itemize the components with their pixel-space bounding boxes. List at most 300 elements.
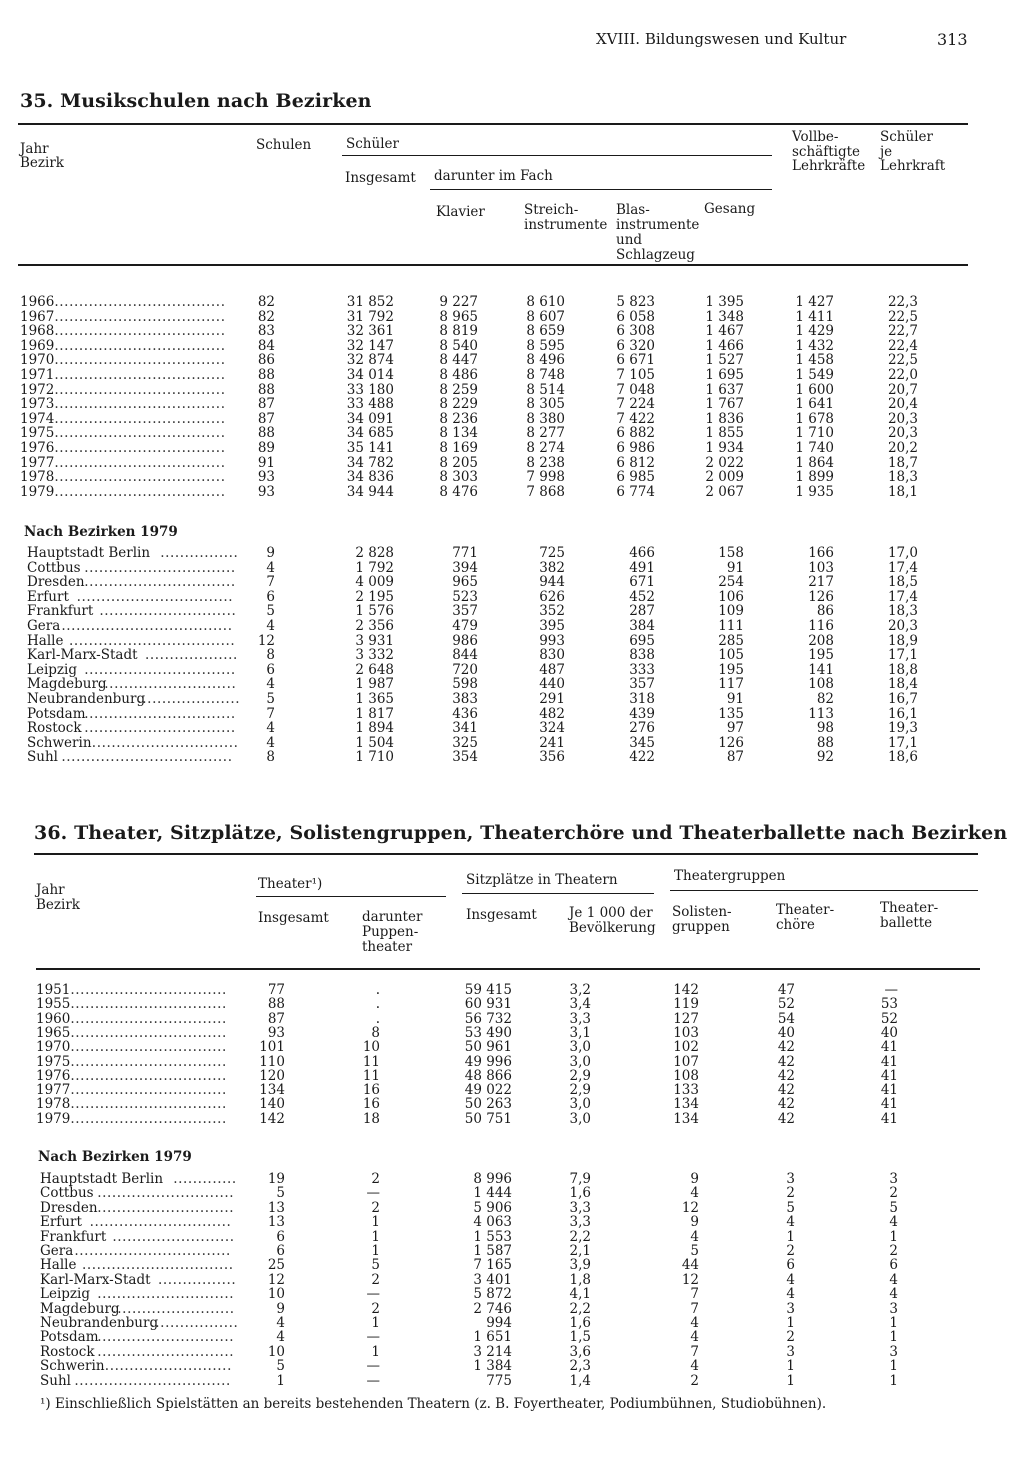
cell-theater-insgesamt: 13 [267,1199,285,1216]
cell-theaterchoere: 2 [786,1329,795,1346]
col-schulen: Schulen [256,137,312,153]
cell-sitzplaetze: 775 [486,1372,512,1389]
cell-insgesamt: 35 141 [346,440,394,456]
cell-puppentheater: 2 [371,1199,380,1216]
cell-puppentheater: 2 [371,1300,380,1317]
cell-puppentheater: — [366,1286,380,1303]
row-label: Hauptstadt Berlin [40,1171,164,1187]
cell-schueler-je-lehrkraft: 17,0 [887,545,918,561]
row-label: 1976 [36,1067,71,1084]
cell-klavier: 8 229 [439,396,478,413]
col-theater: Theater¹) [258,876,323,892]
cell-schulen: 91 [257,454,275,471]
cell-puppentheater: 8 [371,1024,380,1041]
table-row [0,1302,1024,1317]
table-row [0,1112,1024,1127]
row-label: Karl-Marx-Stadt [40,1271,151,1288]
cell-klavier: 394 [452,559,478,576]
row-label: 1955 [36,996,71,1013]
schueler-rule [342,155,772,156]
cell-schueler-je-lehrkraft: 18,5 [887,574,918,591]
cell-schulen: 82 [257,308,275,325]
cell-solistengruppen: 12 [681,1271,699,1288]
cell-puppentheater: 1 [371,1228,380,1245]
cell-je-1000: 2,3 [569,1358,591,1375]
cell-insgesamt: 34 782 [346,454,394,471]
cell-gesang: 1 855 [705,425,744,442]
table-35-top-rule [18,123,968,125]
cell-schulen: 4 [266,676,275,693]
table-row [0,1287,1024,1302]
cell-schulen: 4 [266,618,275,634]
cell-schulen: 6 [266,661,275,678]
leader-dots: ............................ [97,1343,235,1360]
cell-klavier: 8 486 [439,367,478,383]
col-insgesamt: Insgesamt [258,910,329,926]
row-label: 1968 [20,323,55,340]
cell-sitzplaetze: 50 751 [464,1110,512,1127]
leader-dots: ............................... [84,574,236,591]
cell-lehrkraefte: 92 [816,749,834,766]
table-row [0,997,1024,1012]
cell-schueler-je-lehrkraft: 20,4 [887,396,918,413]
cell-schueler-je-lehrkraft: 20,7 [887,381,918,398]
leader-dots: ................................... [61,618,233,634]
row-label: 1978 [36,1096,71,1113]
leader-dots: ................................... [54,396,226,413]
cell-gesang: 1 466 [705,337,744,354]
col-solisten-1: Solisten- [672,904,732,920]
cell-schueler-je-lehrkraft: 17,1 [887,734,918,751]
table-row [0,295,1024,310]
cell-solistengruppen: 142 [673,982,699,998]
cell-schueler-je-lehrkraft: 20,3 [887,618,918,634]
cell-blas: 333 [629,661,655,678]
leader-dots: ................................ [70,1024,227,1041]
cell-je-1000: 2,9 [569,1067,591,1084]
cell-gesang: 106 [718,588,744,605]
table-row [0,1273,1024,1288]
cell-solistengruppen: 107 [673,1053,699,1070]
cell-lehrkraefte: 1 864 [795,454,834,471]
table-row [0,324,1024,339]
cell-lehrkraefte: 217 [808,574,834,591]
row-label: 1976 [20,440,55,456]
row-label: 1951 [36,982,71,998]
cell-je-1000: 4,1 [569,1286,591,1303]
leader-dots: ................................ [74,1243,231,1259]
cell-theaterballette: — [884,982,898,998]
col-blas-3: und [616,232,643,248]
cell-klavier: 965 [452,574,478,591]
col-blas-4: Schlagzeug [616,247,695,263]
cell-lehrkraefte: 1 429 [795,323,834,340]
cell-gesang: 195 [718,661,744,678]
cell-theater-insgesamt: 10 [267,1286,285,1303]
cell-blas: 452 [629,588,655,605]
leader-dots: ................................... [54,337,226,354]
cell-schulen: 6 [266,588,275,605]
col-choere-1: Theater- [776,902,835,918]
cell-insgesamt: 2 828 [355,545,394,561]
cell-klavier: 354 [452,749,478,766]
cell-solistengruppen: 4 [690,1315,699,1331]
row-label: Erfurt [27,588,69,605]
cell-je-1000: 3,3 [569,1199,591,1216]
cell-gesang: 158 [718,545,744,561]
leader-dots: ............................... [84,661,236,678]
table-row [0,339,1024,354]
cell-insgesamt: 1 576 [355,603,394,620]
leader-dots: ................................... [54,425,226,442]
leader-dots: ................................ [70,1039,227,1056]
col-solisten-2: gruppen [672,919,730,935]
cell-solistengruppen: 103 [673,1024,699,1041]
cell-streich: 725 [539,545,565,561]
cell-je-1000: 1,6 [569,1185,591,1202]
cell-lehrkraefte: 1 411 [795,308,834,325]
cell-solistengruppen: 9 [690,1214,699,1231]
table-row [0,677,1024,692]
row-label: Frankfurt [40,1228,107,1245]
cell-klavier: 844 [452,647,478,664]
cell-insgesamt: 2 195 [355,588,394,605]
table-35-section-label: Nach Bezirken 1979 [24,524,178,540]
row-label: Rostock [27,720,82,737]
sitz-rule [462,893,654,894]
cell-theaterballette: 41 [880,1039,898,1056]
cell-schulen: 8 [266,647,275,664]
table-row [0,1230,1024,1245]
cell-theater-insgesamt: 4 [276,1315,285,1331]
cell-insgesamt: 31 852 [346,294,394,310]
cell-gesang: 91 [726,559,744,576]
cell-blas: 6 986 [616,440,655,456]
cell-insgesamt: 31 792 [346,308,394,325]
table-row [0,1359,1024,1374]
cell-je-1000: 3,3 [569,1010,591,1027]
cell-blas: 422 [629,749,655,766]
cell-puppentheater: 11 [362,1067,380,1084]
cell-blas: 287 [629,603,655,620]
leader-dots: ................ [158,1271,237,1288]
cell-theater-insgesamt: 12 [267,1271,285,1288]
cell-solistengruppen: 108 [673,1067,699,1084]
table-row [0,1244,1024,1259]
cell-insgesamt: 34 685 [346,425,394,442]
cell-lehrkraefte: 1 549 [795,367,834,383]
cell-insgesamt: 33 488 [346,396,394,413]
cell-je-1000: 3,2 [569,982,591,998]
cell-schulen: 86 [257,352,275,369]
cell-je-1000: 2,2 [569,1300,591,1317]
cell-gesang: 1 467 [705,323,744,340]
cell-theater-insgesamt: 4 [276,1329,285,1346]
leader-dots: ......................... [112,1228,235,1245]
cell-sitzplaetze: 4 063 [473,1214,512,1231]
cell-theaterballette: 52 [880,1010,898,1027]
cell-theaterchoere: 2 [786,1243,795,1259]
cell-theater-insgesamt: 87 [267,1010,285,1027]
leader-dots: ................................... [54,352,226,369]
cell-blas: 7 422 [616,410,655,427]
cell-blas: 6 671 [616,352,655,369]
row-label: 1970 [36,1039,71,1056]
table-row [0,692,1024,707]
cell-gesang: 1 934 [705,440,744,456]
table-36-top-rule [34,853,978,855]
cell-blas: 6 882 [616,425,655,442]
cell-theaterchoere: 52 [777,996,795,1013]
cell-klavier: 8 965 [439,308,478,325]
col-jahr: Jahr [20,141,49,157]
table-row [0,1097,1024,1112]
cell-streich: 830 [539,647,565,664]
cell-lehrkraefte: 1 641 [795,396,834,413]
cell-streich: 8 595 [526,337,565,354]
cell-gesang: 87 [726,749,744,766]
cell-sitzplaetze: 60 931 [464,996,512,1013]
leader-dots: ................................... [54,381,226,398]
cell-insgesamt: 3 931 [355,632,394,649]
cell-streich: 8 659 [526,323,565,340]
cell-lehrkraefte: 195 [808,647,834,664]
cell-streich: 382 [539,559,565,576]
table-row [0,383,1024,398]
cell-schueler-je-lehrkraft: 22,4 [887,337,918,354]
cell-gesang: 111 [718,618,744,634]
row-label: Dresden [40,1199,98,1216]
row-label: Schwerin [40,1358,105,1375]
cell-gesang: 2 067 [705,483,744,500]
cell-theaterballette: 2 [889,1185,898,1202]
cell-schulen: 93 [257,483,275,500]
cell-insgesamt: 32 361 [346,323,394,340]
leader-dots: .................. [150,1315,239,1331]
cell-schueler-je-lehrkraft: 20,3 [887,410,918,427]
row-label: Halle [40,1257,77,1274]
cell-gesang: 2 022 [705,454,744,471]
row-label: 1975 [20,425,55,442]
cell-lehrkraefte: 1 935 [795,483,834,500]
leader-dots: ................................ [70,1110,227,1127]
table-row [0,750,1024,765]
leader-dots: ............................ [97,1199,235,1216]
cell-insgesamt: 2 648 [355,661,394,678]
leader-dots: ................................... [54,308,226,325]
cell-insgesamt: 1 987 [355,676,394,693]
cell-streich: 626 [539,588,565,605]
cell-theaterballette: 41 [880,1082,898,1099]
col-bezirk: Bezirk [36,897,80,913]
table-row [0,604,1024,619]
leader-dots: ............................. [89,1214,232,1231]
row-label: Cottbus [40,1185,94,1202]
cell-theater-insgesamt: 142 [259,1110,285,1127]
cell-schulen: 7 [266,705,275,722]
cell-solistengruppen: 127 [673,1010,699,1027]
cell-klavier: 383 [452,691,478,707]
cell-schulen: 87 [257,410,275,427]
row-label: 1960 [36,1010,71,1027]
cell-theaterchoere: 42 [777,1082,795,1099]
cell-puppentheater: . [375,982,380,998]
col-vollbe-3: Lehrkräfte [792,158,866,174]
cell-lehrkraefte: 113 [808,705,834,722]
cell-theaterballette: 40 [880,1024,898,1041]
cell-puppentheater: 11 [362,1053,380,1070]
cell-blas: 276 [629,720,655,737]
cell-theaterchoere: 47 [777,982,795,998]
cell-blas: 6 058 [616,308,655,325]
table-35-title: 35. Musikschulen nach Bezirken [20,90,372,112]
row-label: Magdeburg [27,676,107,693]
row-label: Potsdam [27,705,86,722]
cell-gesang: 97 [726,720,744,737]
col-ballette-1: Theater- [880,900,939,916]
cell-blas: 318 [629,691,655,707]
cell-theater-insgesamt: 120 [259,1067,285,1084]
leader-dots: ............................... [82,1257,234,1274]
table-36-header-rule [36,968,980,970]
leader-dots: ................................ [70,1010,227,1027]
cell-puppentheater: — [366,1329,380,1346]
table-row [0,561,1024,576]
col-darunter: darunter im Fach [434,168,553,184]
row-label: Leipzig [40,1286,90,1303]
table-row [0,353,1024,368]
table-row [0,546,1024,561]
table-row [0,1215,1024,1230]
cell-streich: 8 496 [526,352,565,369]
col-schueler: Schüler [346,136,399,152]
cell-theaterballette: 4 [889,1286,898,1303]
cell-streich: 7 998 [526,469,565,486]
cell-streich: 993 [539,632,565,649]
col-sitzplaetze: Sitzplätze in Theatern [466,872,618,888]
cell-puppentheater: 16 [362,1096,380,1113]
col-klavier: Klavier [436,204,485,220]
row-label: Suhl [40,1372,71,1389]
row-label: 1979 [20,483,55,500]
cell-theaterballette: 41 [880,1096,898,1113]
cell-je-1000: 3,1 [569,1024,591,1041]
cell-gesang: 254 [718,574,744,591]
cell-schulen: 83 [257,323,275,340]
cell-schueler-je-lehrkraft: 18,3 [887,469,918,486]
leader-dots: ................................ [70,982,227,998]
cell-sitzplaetze: 48 866 [464,1067,512,1084]
footnote: ¹) Einschließlich Spielstätten an bereits bestehenden Theatern (z. B. Foyertheater, Podiumbühnen, Studiobühnen). [40,1396,827,1412]
col-je-1000-1: Je 1 000 der [569,905,653,921]
row-label: 1973 [20,396,55,413]
cell-insgesamt: 1 792 [355,559,394,576]
cell-insgesamt: 32 147 [346,337,394,354]
cell-sitzplaetze: 3 214 [473,1343,512,1360]
table-row [0,575,1024,590]
row-label: Rostock [40,1343,95,1360]
cell-lehrkraefte: 1 678 [795,410,834,427]
cell-gesang: 117 [718,676,744,693]
cell-schulen: 7 [266,574,275,591]
cell-je-1000: 3,0 [569,1110,591,1127]
cell-schueler-je-lehrkraft: 22,3 [887,294,918,310]
table-row [0,634,1024,649]
table-row [0,456,1024,471]
cell-je-1000: 3,0 [569,1053,591,1070]
table-row [0,1316,1024,1331]
cell-klavier: 357 [452,603,478,620]
theater-rule [256,896,446,897]
cell-insgesamt: 3 332 [355,647,394,664]
cell-solistengruppen: 133 [673,1082,699,1099]
cell-lehrkraefte: 166 [808,545,834,561]
cell-insgesamt: 34 014 [346,367,394,383]
leader-dots: ..................... [137,691,241,707]
cell-streich: 8 277 [526,425,565,442]
row-label: Karl-Marx-Stadt [27,647,138,664]
cell-theaterballette: 41 [880,1053,898,1070]
cell-theater-insgesamt: 77 [267,982,285,998]
cell-insgesamt: 1 817 [355,705,394,722]
cell-insgesamt: 1 710 [355,749,394,766]
cell-solistengruppen: 7 [690,1300,699,1317]
cell-je-1000: 1,6 [569,1315,591,1331]
cell-theaterchoere: 42 [777,1039,795,1056]
table-row [0,721,1024,736]
cell-insgesamt: 34 836 [346,469,394,486]
table-row [0,648,1024,663]
cell-blas: 491 [629,559,655,576]
cell-klavier: 986 [452,632,478,649]
col-theatergruppen: Theatergruppen [674,868,786,884]
cell-schueler-je-lehrkraft: 20,3 [887,425,918,442]
cell-theaterballette: 4 [889,1271,898,1288]
row-label: 1971 [20,367,55,383]
cell-sitzplaetze: 49 022 [464,1082,512,1099]
col-streich-2: instrumente [524,217,608,233]
cell-gesang: 1 527 [705,352,744,369]
cell-je-1000: 3,3 [569,1214,591,1231]
cell-sitzplaetze: 1 651 [473,1329,512,1346]
cell-sitzplaetze: 53 490 [464,1024,512,1041]
cell-schulen: 4 [266,559,275,576]
row-label: 1978 [20,469,55,486]
cell-blas: 357 [629,676,655,693]
running-header: XVIII. Bildungswesen und Kultur [596,30,847,48]
cell-schueler-je-lehrkraft: 18,3 [887,603,918,620]
col-blas-1: Blas- [616,202,650,218]
cell-klavier: 8 236 [439,410,478,427]
row-label: 1975 [36,1053,71,1070]
cell-streich: 482 [539,705,565,722]
leader-dots: ............. [173,1171,237,1187]
cell-gesang: 1 695 [705,367,744,383]
cell-puppentheater: 2 [371,1171,380,1187]
cell-klavier: 479 [452,618,478,634]
cell-blas: 7 224 [616,396,655,413]
cell-lehrkraefte: 86 [816,603,834,620]
cell-sitzplaetze: 5 872 [473,1286,512,1303]
cell-theater-insgesamt: 6 [276,1243,285,1259]
cell-theater-insgesamt: 25 [267,1257,285,1274]
col-sj-1: Schüler [880,129,933,145]
table-row [0,663,1024,678]
leader-dots: ................................... [54,367,226,383]
cell-puppentheater: . [375,996,380,1013]
cell-theaterchoere: 2 [786,1185,795,1202]
cell-klavier: 8 540 [439,337,478,354]
